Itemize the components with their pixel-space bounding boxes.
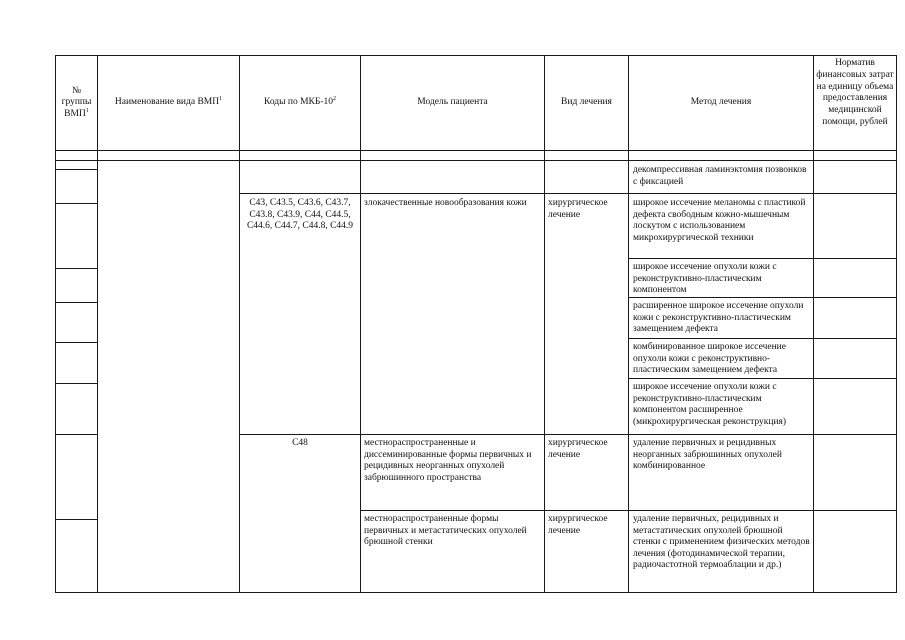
method-retroperitoneal-tumor-removal: удаление первичных и рецидивных неорганных забрюшинных опухолей комбинированное <box>633 438 782 472</box>
header-cost-norm: Норматив финансовых затрат на единицу объема предоставления медицинской помощи, рублей <box>816 58 894 127</box>
icd-codes-skin: C43, C43.5, C43.6, C43.7, C43.8, C43.9, C44, C44.5, C44.6, C44.7, C44.8, C44.9 <box>246 198 354 232</box>
method-abdominal-wall-tumor-removal: удаление первичных, рецидивных и метастатических опухолей брюшной стенки с применением физических методов лечения (фотодинамической терапии, радиочастотной термоаблации и др.) <box>633 514 810 571</box>
header-patient-model: Модель пациента <box>417 97 488 108</box>
patient-model-skin-neoplasms: злокачественные новообразования кожи <box>364 198 527 208</box>
treatment-type-surgical-2: хирургическое лечение <box>548 438 608 460</box>
method-combined-skin-tumor-excision: комбинированное широкое иссечение опухоли кожи с реконструктивно-пластическим замещением дефекта <box>633 342 786 376</box>
header-vmp-type-name: Наименование вида ВМП$^1$ <box>114 96 223 108</box>
header-treatment-type: Вид лечения <box>561 97 612 108</box>
method-decompressive-laminectomy: декомпрессивная ламинэктомия позвонков с фиксацией <box>633 165 807 187</box>
method-extended-skin-tumor-excision: расширенное широкое иссечение опухоли кожи с реконструктивно-пластическим замещением дефекта <box>633 301 804 335</box>
treatment-type-surgical-1: хирургическое лечение <box>548 198 608 220</box>
patient-model-retroperitoneal-tumors: местнораспространенные и диссеминированные формы первичных и рецидивных неорганных опухолей забрюшинного пространства <box>364 438 532 483</box>
patient-model-abdominal-wall-tumors: местнораспространенные формы первичных и метастатических опухолей брюшной стенки <box>364 514 527 548</box>
method-skin-tumor-excision-reconstructive: широкое иссечение опухоли кожи с реконструктивно-пластическим компонентом <box>633 262 777 296</box>
header-treatment-method: Метод лечения <box>690 97 752 108</box>
method-melanoma-excision: широкое иссечение меланомы с пластикой дефекта свободным кожно-мышечным лоскутом с использованием микрохирургической техники <box>633 198 806 243</box>
icd-codes-retroperitoneal: C48 <box>292 438 308 448</box>
header-icd10-codes: Коды по МКБ-$10^2$ <box>263 96 337 108</box>
treatment-type-surgical-3: хирургическое лечение <box>548 514 608 536</box>
header-group-number: № группы ВМП$^1$ <box>61 85 92 119</box>
method-microsurgical-reconstruction: широкое иссечение опухоли кожи с реконструктивно-пластическим компонентом расширенное (микрохирургическая реконструкция) <box>633 382 787 427</box>
